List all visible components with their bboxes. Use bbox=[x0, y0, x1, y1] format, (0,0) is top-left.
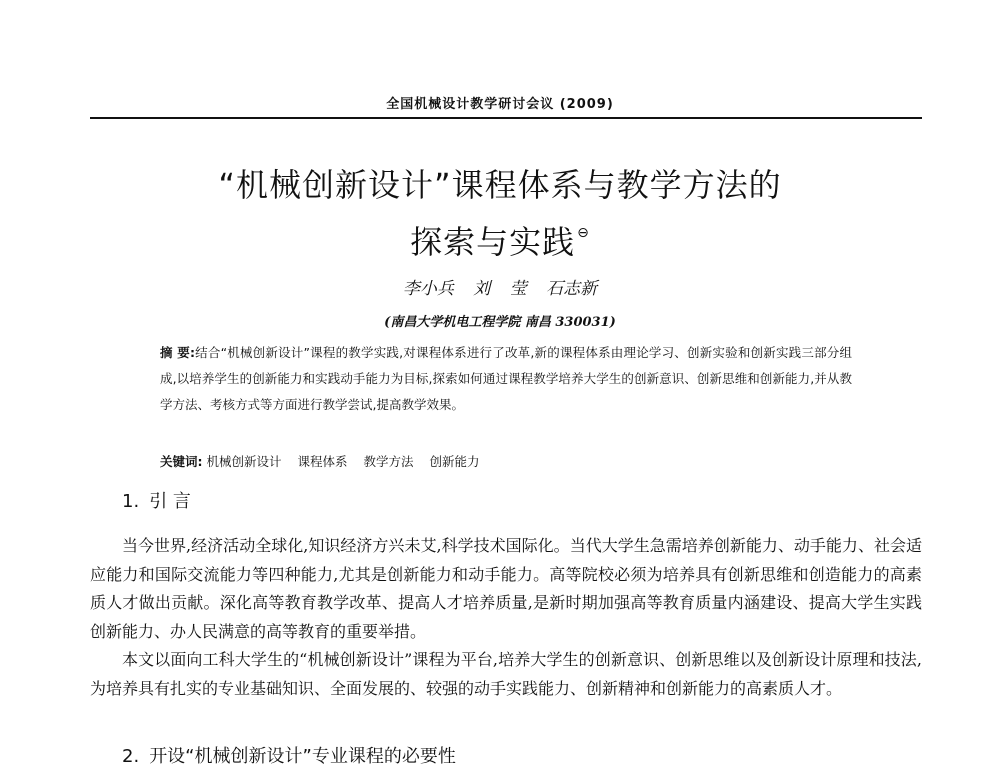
body-paragraph: 本文以面向工科大学生的“机械创新设计”课程为平台,培养大学生的创新意识、创新思维以及创新设计原理和技法,为培养具有扎实的专业基础知识、全面发展的、较强的动手实践能力、创新精神和创新能力的高素质人才。 bbox=[90, 650, 922, 698]
abstract-label: 摘 要: bbox=[160, 345, 195, 360]
keyword: 课程体系 bbox=[297, 454, 348, 469]
header-rule bbox=[90, 117, 922, 119]
keyword: 机械创新设计 bbox=[206, 454, 282, 469]
paper-title-line-2 bbox=[0, 217, 1000, 263]
paper-title-line-2-text: 探索与实践 bbox=[410, 223, 576, 261]
body-paragraph: 当今世界,经济活动全球化,知识经济方兴未艾,科学技术国际化。当代大学生急需培养创新能力、动手能力、社会适应能力和国际交流能力等四种能力,尤其是创新能力和动手能力。高等院校必须为培养具有创新思维和创造能力的高素质人才做出贡献。深化高等教育教学改革、提高人才培养质量,是新时期加强高等教育质量内涵建设、提高大学生实践创新能力、办人民满意的高等教育的重要举措。 bbox=[90, 536, 922, 641]
author-name: 李小兵 bbox=[402, 279, 454, 299]
author-name: 石志新 bbox=[546, 279, 598, 299]
keywords bbox=[160, 452, 860, 470]
abstract bbox=[160, 340, 852, 418]
keywords-label: 关键词: bbox=[160, 454, 203, 469]
section-title: 引 言 bbox=[149, 491, 191, 512]
section-heading-2 bbox=[122, 742, 456, 768]
affiliation: (南昌大学机电工程学院 南昌 330031) bbox=[384, 315, 616, 330]
section-heading-1 bbox=[122, 487, 191, 513]
running-header: 全国机械设计教学研讨会议 (2009) bbox=[386, 97, 614, 112]
keyword: 创新能力 bbox=[429, 454, 480, 469]
footnote-mark: ⊖ bbox=[577, 225, 590, 241]
paper-title-line-1: “机械创新设计”课程体系与教学方法的 bbox=[218, 166, 782, 204]
abstract-text: 结合“机械创新设计”课程的教学实践,对课程体系进行了改革,新的课程体系由理论学习、创新实验和创新实践三部分组成,以培养学生的创新能力和实践动手能力为目标,探索如何通过课程教学培养大学生的创新意识、创新思维和创新能力,并从教学方法、考核方式等方面进行教学尝试,提高教学效果。 bbox=[160, 345, 852, 412]
section-number: 2. bbox=[122, 746, 140, 767]
section-title: 开设“机械创新设计”专业课程的必要性 bbox=[149, 746, 456, 767]
section-number: 1. bbox=[122, 491, 140, 512]
author-list bbox=[0, 274, 1000, 299]
author-name: 刘 莹 bbox=[473, 279, 527, 299]
keyword: 教学方法 bbox=[363, 454, 414, 469]
